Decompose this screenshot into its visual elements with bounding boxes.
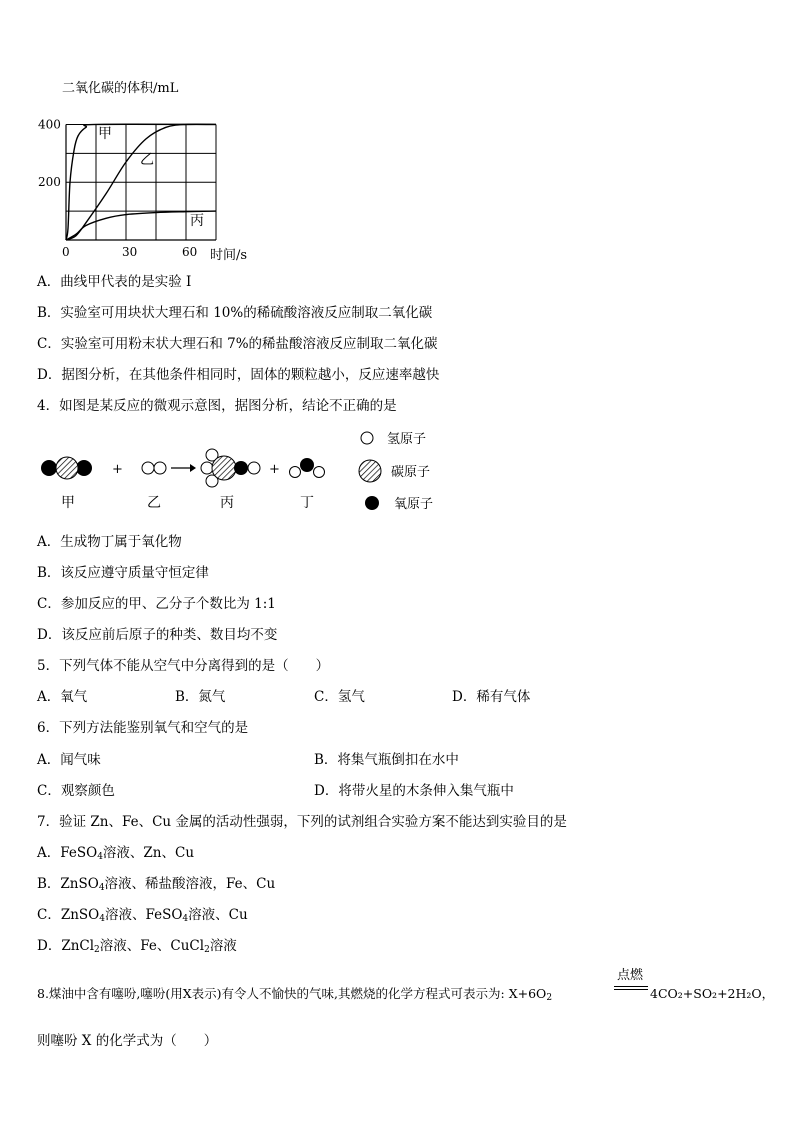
legend-oxygen: 氧原子 <box>394 497 434 512</box>
legend-hydrogen-icon <box>361 432 373 444</box>
reaction-diagram <box>30 422 490 517</box>
q3-option-c: C．实验室可用粉末状大理石和 7%的稀盐酸溶液反应制取二氧化碳 <box>37 336 438 352</box>
reaction-arrow <box>171 464 196 472</box>
q7-option-b <box>37 872 275 893</box>
q8-eq-right: 4CO₂+SO₂+2H₂O， <box>650 986 775 1001</box>
co2-volume-chart <box>30 70 290 265</box>
molecule-ding <box>290 458 325 478</box>
molecule-bing <box>201 449 260 487</box>
q7-a-sub: 4 <box>97 852 103 862</box>
q3-option-b: B．实验室可用块状大理石和 10%的稀硫酸溶液反应制取二氧化碳 <box>37 305 433 321</box>
q7-c-mid: 溶液、FeSO <box>104 907 183 923</box>
q8-eq-left: X+6O <box>508 986 547 1001</box>
legend-carbon-icon <box>359 460 381 482</box>
legend-carbon: 碳原子 <box>391 465 431 480</box>
legend <box>359 432 433 512</box>
q7-c-sub2: 4 <box>182 914 189 924</box>
q7-d-sub2: 2 <box>204 945 210 955</box>
series-label-yi: 乙 <box>140 152 154 168</box>
molecule-yi <box>142 462 166 474</box>
chart-ylabel: 二氧化碳的体积/mL <box>62 81 179 96</box>
q8-eq-bar-bottom <box>614 989 648 990</box>
q7-a-post: 溶液、Zn、Cu <box>102 845 195 861</box>
q7-option-a <box>37 841 194 862</box>
q7-option-d <box>37 934 237 955</box>
q7-d-sub: 2 <box>94 945 100 955</box>
q8-condition: 点燃 <box>617 968 644 983</box>
q4-option-c: C．参加反应的甲、乙分子个数比为 1:1 <box>37 596 276 612</box>
q4-option-b: B．该反应遵守质量守恒定律 <box>37 565 209 581</box>
q5-stem: 5．下列气体不能从空气中分离得到的是（ ） <box>37 658 330 674</box>
q5-option-b: B．氮气 <box>175 689 226 705</box>
label-ding: 丁 <box>300 495 314 511</box>
q6-option-d: D．将带火星的木条伸入集气瓶中 <box>314 783 514 799</box>
q7-d-post: 溶液 <box>209 938 237 954</box>
q5-option-c: C．氢气 <box>314 689 365 705</box>
q7-b-sub: 4 <box>98 883 105 893</box>
q8-line2: 则噻吩 X 的化学式为（ ） <box>37 1033 218 1049</box>
q8-eq-left-sub: 2 <box>546 993 553 1003</box>
chart-xlabel: 时间/s <box>210 248 248 263</box>
q7-stem: 7．验证 Zn、Fe、Cu 金属的活动性强弱，下列的试剂组合实验方案不能达到实验目的是 <box>37 814 567 830</box>
q6-stem: 6．下列方法能鉴别氧气和空气的是 <box>37 720 249 736</box>
q7-a-pre: A．FeSO <box>37 845 98 861</box>
label-yi: 乙 <box>147 495 161 511</box>
q8-stem-line <box>37 984 552 1003</box>
q7-c-post: 溶液、Cu <box>188 907 248 923</box>
legend-oxygen-icon <box>365 496 379 510</box>
q6-option-b: B．将集气瓶倒扣在水中 <box>314 752 459 768</box>
q6-option-c: C．观察颜色 <box>37 783 115 799</box>
y-tick-label: 400 <box>38 117 61 132</box>
q4-stem: 4．如图是某反应的微观示意图，据图分析，结论不正确的是 <box>37 398 397 414</box>
q7-option-c <box>37 903 248 924</box>
q7-c-pre: C．ZnSO <box>37 907 100 923</box>
x-tick-label: 60 <box>182 245 198 259</box>
molecule-jia <box>41 457 92 479</box>
y-tick-label: 200 <box>38 175 61 190</box>
q8-eq-bar-top <box>614 986 648 987</box>
q7-b-pre: B．ZnSO <box>37 876 99 892</box>
series-label-jia: 甲 <box>98 126 112 142</box>
q4-option-d: D．该反应前后原子的种类、数目均不变 <box>37 627 278 643</box>
label-bing: 丙 <box>220 495 234 511</box>
q5-option-a: A．氧气 <box>37 689 88 705</box>
q7-d-mid: 溶液、Fe、CuCl <box>99 938 205 954</box>
label-jia: 甲 <box>61 495 75 511</box>
q8-stem: 8.煤油中含有噻吩,噻吩(用X表示)有令人不愉快的气味,其燃烧的化学方程式可表示为: <box>37 986 505 1001</box>
q5-option-d: D．稀有气体 <box>452 689 531 705</box>
series-label-bing: 丙 <box>190 213 204 229</box>
x-tick-label: 0 <box>62 245 70 259</box>
q7-c-sub: 4 <box>99 914 105 924</box>
plus-2: + <box>269 462 280 477</box>
legend-hydrogen: 氢原子 <box>387 432 427 447</box>
chart-ticks <box>38 117 197 259</box>
q3-option-d: D．据图分析，在其他条件相同时，固体的颗粒越小，反应速率越快 <box>37 367 440 383</box>
q3-option-a: A．曲线甲代表的是实验 I <box>37 274 192 290</box>
x-tick-label: 30 <box>122 245 138 259</box>
plus-1: + <box>112 462 123 477</box>
q7-b-post: 溶液、稀盐酸溶液，Fe、Cu <box>104 876 276 892</box>
q4-option-a: A．生成物丁属于氧化物 <box>37 534 182 550</box>
q6-option-a: A．闻气味 <box>37 752 101 768</box>
q7-d-pre: D．ZnCl <box>37 938 95 954</box>
